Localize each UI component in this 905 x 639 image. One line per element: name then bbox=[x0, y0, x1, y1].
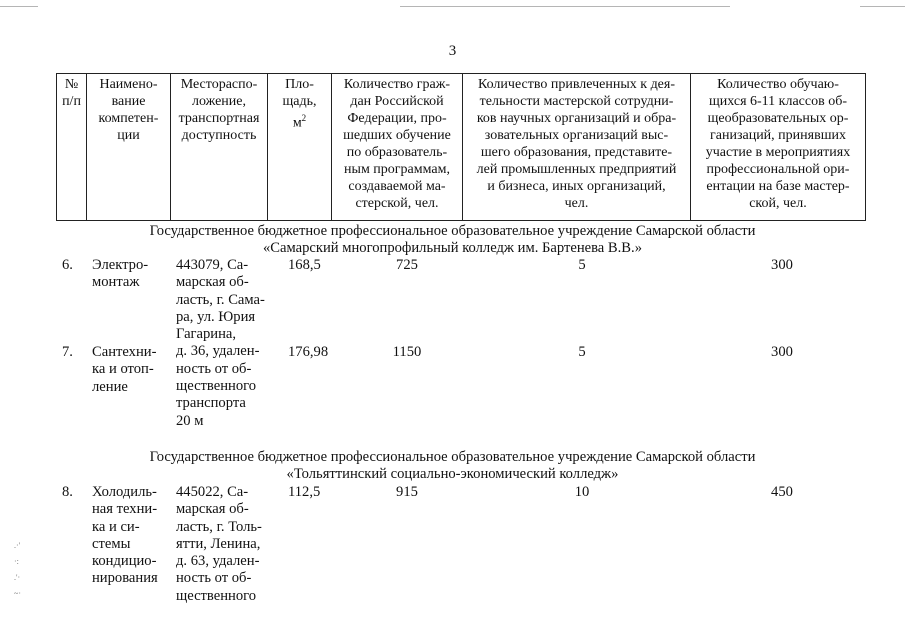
row6-number: 6. bbox=[62, 257, 73, 273]
row6-competence: Электро- монтаж bbox=[92, 257, 149, 291]
section-org-type: Государственное бюджетное профессиональное образовательное учреждение Самарской области bbox=[149, 449, 756, 465]
row7-staff-attracted: 5 bbox=[578, 344, 586, 360]
header-location: Местораспо- ложение, транспортная доступность bbox=[171, 74, 268, 221]
row7-pupils: 300 bbox=[771, 344, 793, 360]
row6-citizens-trained: 725 bbox=[396, 257, 418, 273]
section-title-tolyatti bbox=[0, 449, 905, 483]
section-org-type: Государственное бюджетное профессиональное образовательное учреждение Самарской области bbox=[149, 223, 756, 239]
row8-pupils: 450 bbox=[771, 484, 793, 500]
section-title-samara bbox=[0, 223, 905, 257]
row6-area: 168,5 bbox=[288, 257, 321, 273]
header-citizens-trained: Количество граж- дан Российской Федерации, про- шедших обучение по образователь- ным программам, создаваемой ма- стерской, чел. bbox=[332, 74, 463, 221]
header-number: № п/п bbox=[57, 74, 87, 221]
page-number: 3 bbox=[448, 43, 457, 59]
row8-number: 8. bbox=[62, 484, 73, 500]
row8-staff-attracted: 10 bbox=[574, 484, 590, 500]
row8-competence: Холодиль- ная техни- ка и си- стемы кондицио- нирования bbox=[92, 484, 158, 587]
row6-7-location: 443079, Са- марская об- ласть, г. Сама- ра, ул. Юрия Гагарина, д. 36, удален- ность от об- щественного транспорта 20 м bbox=[176, 257, 265, 429]
row8-area: 112,5 bbox=[288, 484, 321, 500]
row6-staff-attracted: 5 bbox=[578, 257, 586, 273]
header-pupils-guidance: Количество обучаю- щихся 6-11 классов об- щеобразовательных ор- ганизаций, принявших участие в мероприятиях профессиональной ори- ентации на базе мастер- ской, чел. bbox=[691, 74, 866, 221]
row8-location: 445022, Са- марская об- ласть, г. Толь- ятти, Ленина, д. 63, удален- ность от об- щественного bbox=[176, 484, 262, 604]
row7-competence: Сантехни- ка и отоп- ление bbox=[92, 344, 157, 395]
scan-edge-line-left bbox=[0, 6, 38, 7]
header-staff-attracted: Количество привлеченных к дея- тельности мастерской сотрудни- ков научных организаций и обра- зовательных организаций выс- шего образования, представите- лей промышленных предприятий и бизнеса, иных организаций, чел. bbox=[463, 74, 691, 221]
row7-area: 176,98 bbox=[288, 344, 329, 360]
header-area: Пло- щадь, $м^2$ bbox=[268, 74, 332, 221]
row7-number: 7. bbox=[62, 344, 73, 360]
row8-citizens-trained: 915 bbox=[396, 484, 418, 500]
scan-edge-line-right bbox=[860, 6, 905, 7]
section-org-name: «Самарский многопрофильный колледж им. Бартенева В.В.» bbox=[263, 240, 642, 256]
row7-citizens-trained: 1150 bbox=[392, 344, 422, 360]
table-header bbox=[56, 73, 866, 221]
scan-noise: .·' ·: .'· ~· bbox=[14, 541, 21, 598]
header-competence: Наимено- вание компетен- ции bbox=[87, 74, 171, 221]
row6-pupils: 300 bbox=[771, 257, 793, 273]
section-org-name: «Тольяттинский социально-экономический колледж» bbox=[286, 466, 619, 482]
header-row bbox=[57, 74, 866, 221]
scan-edge-line-middle bbox=[400, 6, 730, 7]
